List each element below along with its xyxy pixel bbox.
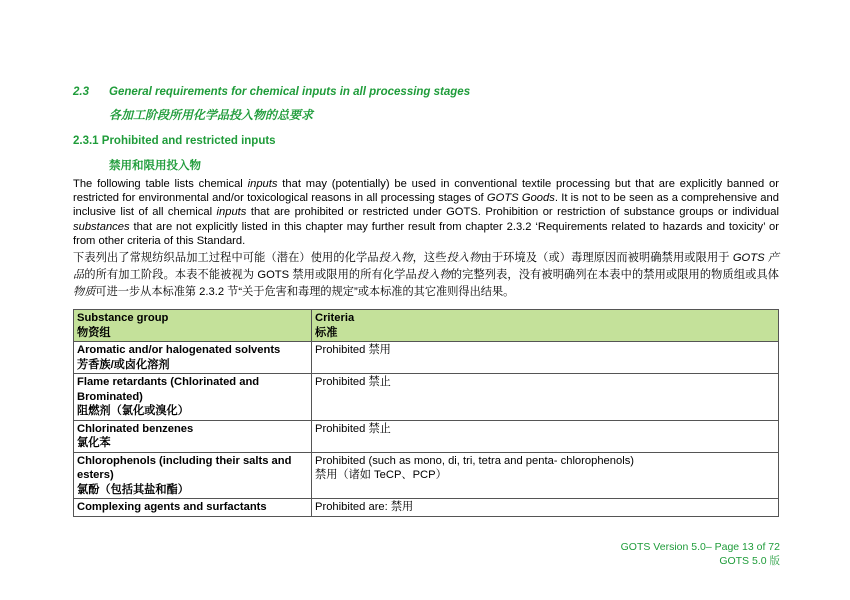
- criteria-cell: [312, 499, 779, 517]
- text-run: that are not explicitly listed in this chapter may further result from chapter 2.3.2 ‘Requirements related to hazards and toxicity’ or from other criteria of this Standard.: [73, 220, 779, 247]
- section-title-cn: 各加工阶段所用化学品投入物的总要求: [109, 108, 314, 122]
- header-label-cn: 物资组: [77, 326, 111, 339]
- group-en: Chlorinated benzenes: [77, 422, 194, 435]
- text-run: that are prohibited or restricted under GOTS. Prohibition or restriction of substance groups or individual: [246, 206, 779, 219]
- text-run: 下表列出了常规纺织品加工过程中可能（潜在）使用的化学品: [73, 252, 379, 264]
- text-run-italic: 物质: [73, 286, 96, 298]
- table-row: [74, 420, 779, 452]
- criteria-cell: [312, 374, 779, 421]
- group-en: Aromatic and/or halogenated solvents: [77, 344, 281, 356]
- text-run-italic: substances: [73, 220, 130, 233]
- text-run: ，这些: [412, 252, 447, 264]
- group-cn: 氯酚（包括其盐和酯）: [77, 483, 189, 496]
- text-run-italic: 投入物: [416, 269, 451, 281]
- group-cn: 氯化苯: [77, 437, 111, 449]
- substance-group-cell: [74, 499, 312, 517]
- header-label-cn: 标准: [315, 326, 338, 339]
- header-label: Substance group: [77, 312, 169, 324]
- page-footer: [560, 540, 780, 568]
- criteria-text: Prohibited 禁止: [315, 422, 391, 435]
- criteria-cell: [312, 452, 779, 499]
- text-run: that may (potentially) be used in conventional textile processing but that are explicitly banned or restricted for environmental and/or toxicological reasons in all processing stages of: [73, 178, 779, 205]
- criteria-text-cn: 禁用（诸如 TeCP、PCP）: [315, 469, 447, 481]
- table-row: [74, 499, 779, 517]
- criteria-cell: [312, 420, 779, 452]
- intro-paragraph-en: [73, 177, 779, 248]
- group-en: Flame retardants (Chlorinated and Brominated): [77, 376, 260, 403]
- group-cn: 芳香族/或卤化溶剂: [77, 358, 170, 371]
- group-en: Complexing agents and surfactants: [77, 501, 267, 513]
- text-run: 由于环境及（或）毒理原因而被明确禁用或限用于: [480, 252, 733, 264]
- substance-group-cell: [74, 452, 312, 499]
- text-run: 的完整列表，没有被明确列在本表中的禁用或限用的物质组或具体: [450, 269, 779, 281]
- table-header-row: [74, 310, 779, 342]
- text-run-italic: 投入物: [378, 252, 413, 264]
- header-label: Criteria: [315, 312, 355, 324]
- text-run-italic: GOTS 产品: [73, 252, 779, 281]
- substance-group-cell: [74, 374, 312, 421]
- text-run: . It is not to be seen as a comprehensive and inclusive list of all chemical: [73, 192, 779, 219]
- criteria-text: Prohibited 禁用: [315, 344, 391, 356]
- section-heading: [73, 86, 470, 98]
- table-row: [74, 342, 779, 374]
- footer-version: GOTS Version 5.0– Page 13 of 72: [620, 541, 780, 553]
- group-cn: 阻燃剂（氯化或溴化）: [77, 405, 189, 417]
- criteria-text: Prohibited (such as mono, di, tri, tetra and penta- chlorophenols): [315, 454, 635, 467]
- substance-group-cell: [74, 420, 312, 452]
- footer-version-cn: GOTS 5.0 版: [719, 555, 780, 567]
- header-criteria: [312, 310, 779, 342]
- section-number: 2.3: [73, 86, 89, 98]
- text-run-italic: inputs: [247, 178, 278, 190]
- group-en: Chlorophenols (including their salts and esters): [77, 454, 292, 481]
- criteria-text: Prohibited 禁止: [315, 376, 391, 388]
- text-run-italic: inputs: [216, 206, 247, 219]
- criteria-cell: [312, 342, 779, 374]
- table-row: [74, 374, 779, 421]
- text-run: 的所有加工阶段。本表不能被视为 GOTS 禁用或限用的所有化学品: [84, 269, 417, 281]
- section-title: General requirements for chemical inputs in all processing stages: [109, 86, 471, 98]
- text-run: The following table lists chemical: [73, 178, 248, 190]
- text-run-italic: 投入物: [446, 252, 481, 264]
- criteria-text: Prohibited are: 禁用: [315, 501, 414, 513]
- text-run-italic: GOTS Goods: [486, 192, 555, 205]
- subsection-heading: 2.3.1 Prohibited and restricted inputs: [73, 135, 276, 147]
- intro-paragraph-cn: [73, 250, 779, 301]
- substance-group-cell: [74, 342, 312, 374]
- subsection-heading-cn: 禁用和限用投入物: [109, 160, 201, 172]
- substance-table: [73, 309, 779, 517]
- header-substance-group: [74, 310, 312, 342]
- text-run: 可进一步从本标准第 2.3.2 节“关于危害和毒理的规定”或本标准的其它准则得出结果。: [95, 286, 515, 298]
- table-row: [74, 452, 779, 499]
